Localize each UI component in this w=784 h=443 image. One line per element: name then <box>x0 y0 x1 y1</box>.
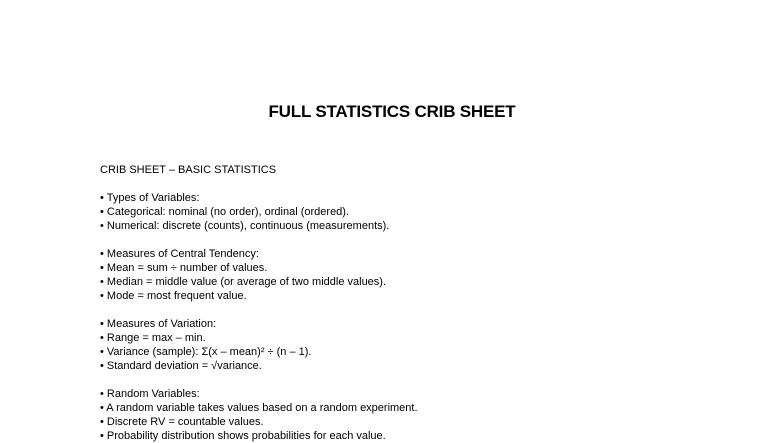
section-heading: • Measures of Variation: <box>100 318 217 330</box>
bullet-line: • Mode = most frequent value. <box>100 290 247 302</box>
bullet-line: • Median = middle value (or average of two middle values). <box>100 276 387 288</box>
bullet-line: • Mean = sum ÷ number of values. <box>100 262 268 274</box>
section-subtitle: CRIB SHEET – BASIC STATISTICS <box>100 164 277 176</box>
document-title: FULL STATISTICS CRIB SHEET <box>268 102 516 121</box>
bullet-line: • Categorical: nominal (no order), ordinal (ordered). <box>100 206 350 218</box>
section-types-of-variables <box>100 191 760 233</box>
document-body <box>100 163 760 443</box>
bullet-line: • Standard deviation = √variance. <box>100 360 262 372</box>
section-heading: • Types of Variables: <box>100 192 200 204</box>
bullet-line: • Numerical: discrete (counts), continuous (measurements). <box>100 220 390 232</box>
bullet-line: • Variance (sample): Σ(x – mean)² ÷ (n – 1). <box>100 346 312 358</box>
section-heading: • Random Variables: <box>100 388 200 400</box>
bullet-line: • Probability distribution shows probabilities for each value. <box>100 430 386 442</box>
section-variation <box>100 317 760 373</box>
section-random-variables <box>100 387 760 443</box>
bullet-line: • A random variable takes values based on a random experiment. <box>100 402 418 414</box>
bullet-line: • Range = max – min. <box>100 332 206 344</box>
section-heading: • Measures of Central Tendency: <box>100 248 259 260</box>
bullet-line: • Discrete RV = countable values. <box>100 416 264 428</box>
section-central-tendency <box>100 247 760 303</box>
